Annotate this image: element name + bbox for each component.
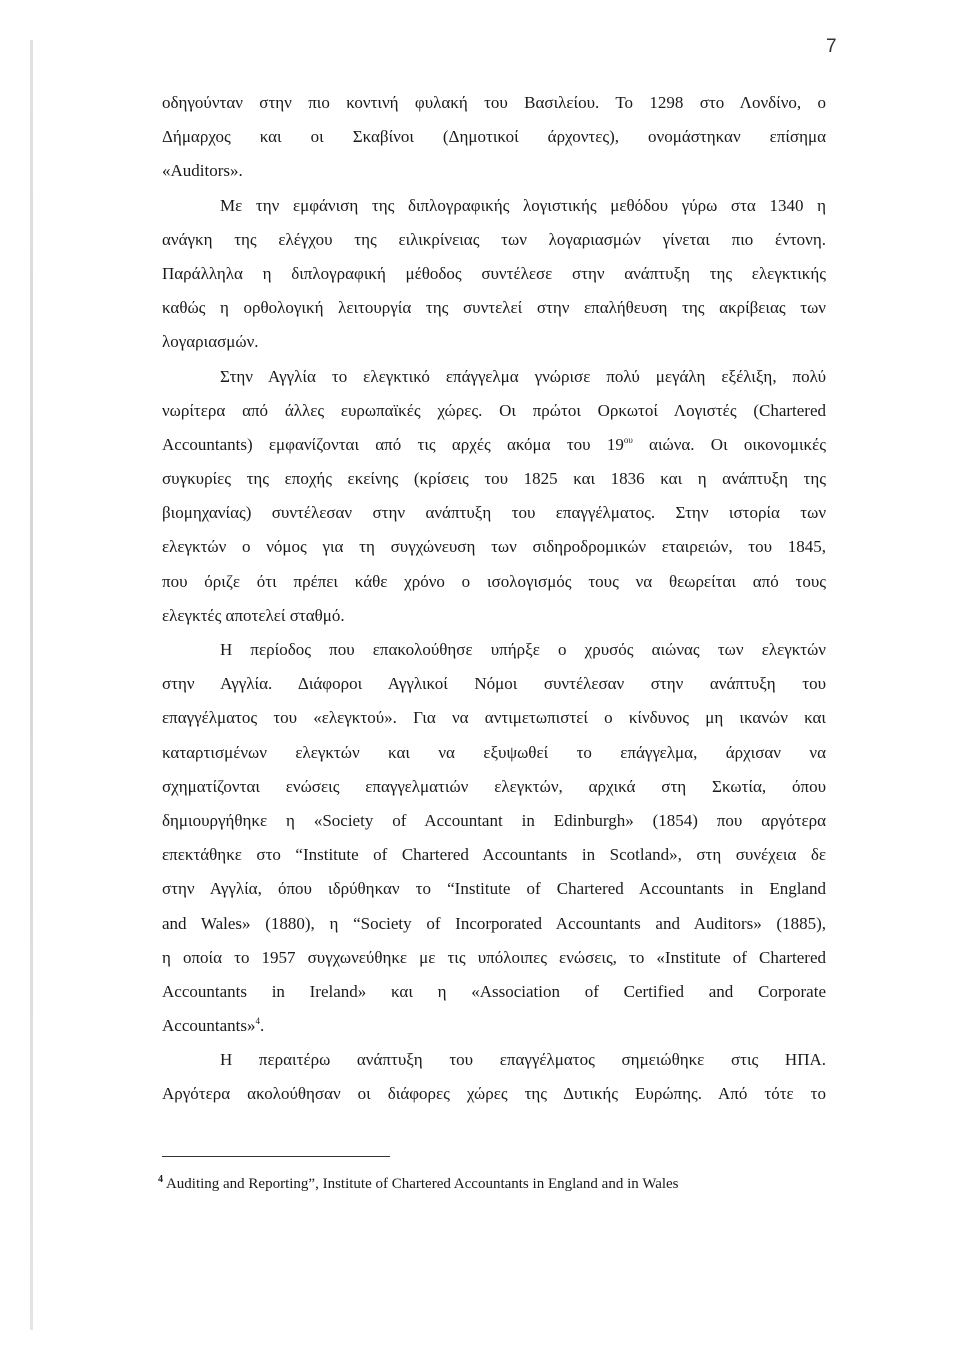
text-line: επεκτάθηκε στο “Institute of Chartered Accountants in Scotland», στη συνέχεια δε — [162, 845, 826, 865]
text-line: στην Αγγλία, όπου ιδρύθηκαν το “Institute of Chartered Accountants in England — [162, 879, 826, 899]
text-line: Παράλληλα η διπλογραφική μέθοδος συντέλεσε στην ανάπτυξη της ελεγκτικής — [162, 263, 826, 283]
text-line: ανάγκη της ελέγχου της ειλικρίνειας των λογαριασμών γίνεται πιο έντονη. — [162, 229, 826, 249]
text-line: ελεγκτές αποτελεί σταθμό. — [162, 605, 345, 625]
text-line: επαγγέλματος του «ελεγκτού». Για να αντιμετωπιστεί ο κίνδυνος μη ικανών και — [162, 708, 826, 728]
page-number: 7 — [826, 36, 837, 57]
text-line: συγκυρίες της εποχής εκείνης (κρίσεις του 1825 και 1836 και η ανάπτυξη της — [162, 469, 826, 489]
text-line: η οποία το 1957 συγχωνεύθηκε με τις υπόλοιπες ενώσεις, το «Institute of Chartered — [162, 947, 826, 967]
text-line: που όριζε ότι πρέπει κάθε χρόνο ο ισολογισμός τους να θεωρείται από τους — [162, 571, 826, 591]
text-segment: αιώνα. Οι οικονομικές — [632, 434, 826, 454]
text-segment: Accountants» — [162, 1016, 256, 1036]
text-line: ελεγκτών ο νόμος για τη συγχώνευση των σιδηροδρομικών εταιρειών, του 1845, — [162, 537, 826, 557]
text-line: Στην Αγγλία το ελεγκτικό επάγγελμα γνώρισε πολύ μεγάλη εξέλιξη, πολύ — [220, 366, 826, 386]
superscript-ordinal: ου — [623, 434, 633, 445]
text-line: and Wales» (1880), η “Society of Incorporated Accountants and Auditors» (1885), — [162, 913, 826, 933]
body-text — [162, 86, 826, 1112]
text-line: στην Αγγλία. Διάφοροι Αγγλικοί Νόμοι συντέλεσαν στην ανάπτυξη του — [162, 674, 826, 694]
text-line: Η περαιτέρω ανάπτυξη του επαγγέλματος σημειώθηκε στις ΗΠΑ. — [220, 1050, 826, 1070]
text-line: λογαριασμών. — [162, 332, 259, 352]
text-line: Η περίοδος που επακολούθησε υπήρξε ο χρυσός αιώνας των ελεγκτών — [220, 640, 826, 659]
text-line: «Auditors». — [162, 161, 243, 181]
footnote-divider — [162, 1156, 390, 1157]
footnote-marker: 4 — [158, 1174, 163, 1185]
text-segment: Accountants) εμφανίζονται από τις αρχές ακόμα του 19 — [162, 434, 624, 454]
text-line: βιομηχανίας) συντέλεσαν στην ανάπτυξη του επαγγέλματος. Στην ιστορία των — [162, 503, 826, 523]
text-line: Με την εμφάνιση της διπλογραφικής λογιστικής μεθόδου γύρω στα 1340 η — [220, 195, 826, 215]
scan-edge-shadow — [30, 40, 33, 1330]
text-line: καταρτισμένων ελεγκτών και να εξυψωθεί το επάγγελμα, άρχισαν να — [162, 742, 826, 762]
text-line: Αργότερα ακολούθησαν οι διάφορες χώρες της Δυτικής Ευρώπης. Από τότε το — [162, 1084, 826, 1104]
text-line: δημιουργήθηκε η «Society of Accountant in Edinburgh» (1854) που αργότερα — [162, 810, 826, 830]
text-line: οδηγούνταν στην πιο κοντινή φυλακή του Βασιλείου. Το 1298 στο Λονδίνο, ο — [162, 93, 826, 112]
text-line: Δήμαρχος και οι Σκαβίνοι (Δημοτικοί άρχοντες), ονομάστηκαν επίσημα — [162, 127, 826, 147]
text-line: νωρίτερα από άλλες ευρωπαϊκές χώρες. Οι πρώτοι Ορκωτοί Λογιστές (Chartered — [162, 400, 826, 420]
text-line: Accountants in Ireland» και η «Association of Certified and Corporate — [162, 981, 826, 1001]
text-line — [162, 428, 826, 462]
footnote-text: Auditing and Reporting”, Institute of Chartered Accountants in England and in Wales — [165, 1176, 679, 1192]
text-line: σχηματίζονται ενώσεις επαγγελματιών ελεγκτών, αρχικά στη Σκωτία, όπου — [162, 776, 826, 796]
footnote — [158, 1176, 679, 1193]
text-line: καθώς η ορθολογική λειτουργία της συντελεί στην επαλήθευση της ακρίβειας των — [162, 298, 826, 318]
text-segment: . — [259, 1016, 265, 1036]
text-line — [162, 1009, 826, 1043]
footnote-reference: 4 — [255, 1016, 260, 1027]
